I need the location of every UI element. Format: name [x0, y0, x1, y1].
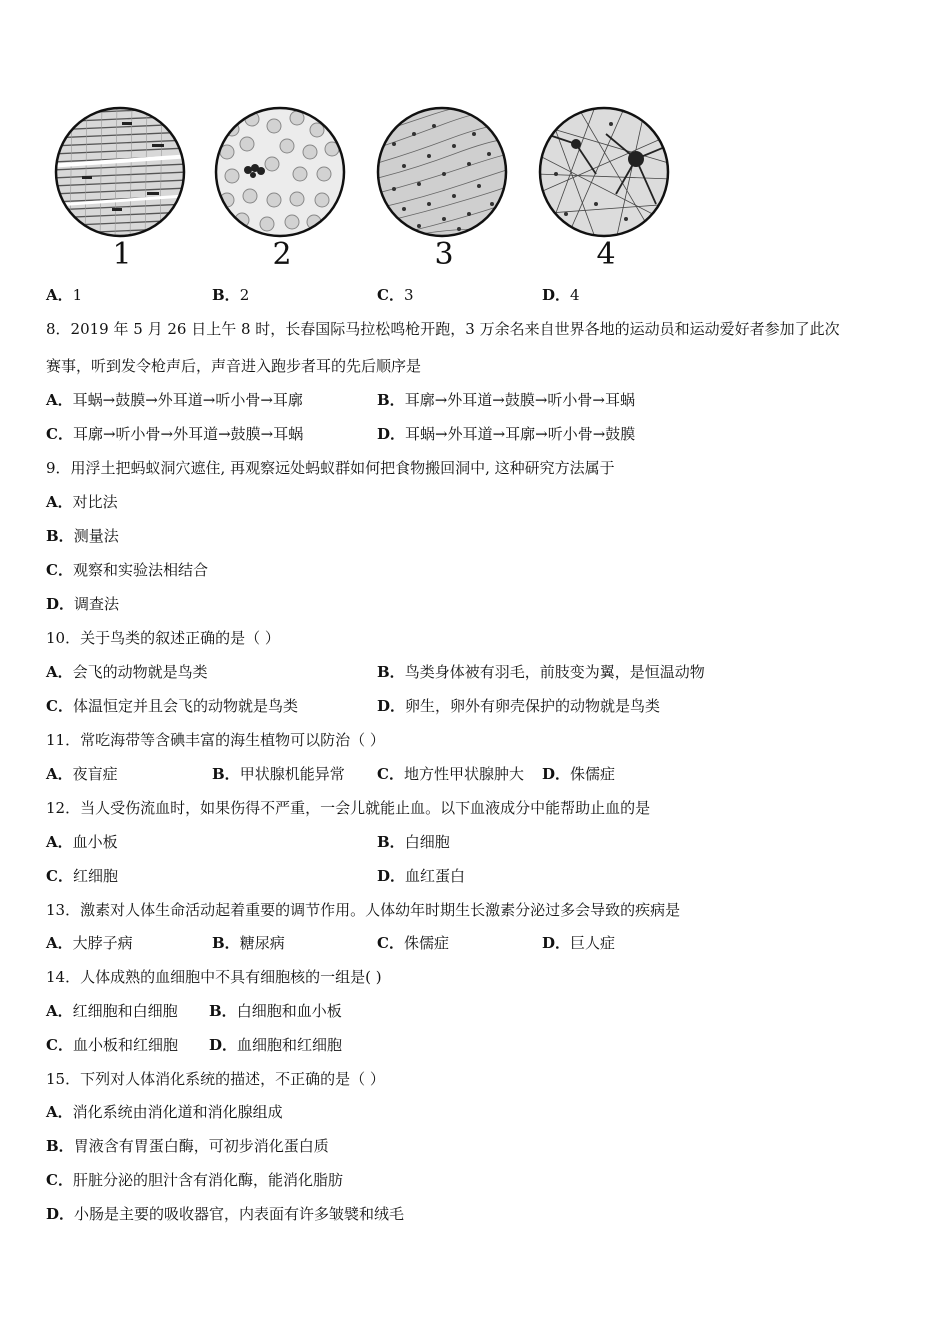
tissue-figure-row [50, 104, 690, 274]
q12-option-b[interactable]: B．白细胞 [377, 833, 450, 851]
q9-option-b[interactable]: B．测量法 [46, 527, 119, 545]
muscle-tissue-image [52, 104, 188, 240]
q11-option-d[interactable]: D．侏儒症 [542, 765, 616, 783]
epithelial-tissue-image [374, 104, 510, 240]
q8-stem-line-1: 8．2019 年 5 月 26 日上午 8 时，长春国际马拉松鸣枪开跑，3 万余名来自世界各地的运动员和运动爱好者参加了此次 [46, 320, 840, 338]
q12-option-c[interactable]: C．红细胞 [46, 867, 118, 885]
q7-option-a[interactable]: A．1 [46, 286, 83, 304]
q9-stem: 9．用浮土把蚂蚁洞穴遮住, 再观察远处蚂蚁群如何把食物搬回洞中, 这种研究方法属于 [46, 459, 615, 477]
q8-option-d[interactable]: D．耳蜗→外耳道→耳廓→听小骨→鼓膜 [377, 425, 636, 443]
figure-3-epithelial-tissue [374, 104, 514, 274]
blood-smear-image [212, 104, 348, 240]
q15-option-b[interactable]: B．胃液含有胃蛋白酶，可初步消化蛋白质 [46, 1137, 329, 1155]
figure-number: 4 [596, 237, 616, 272]
q13-option-b[interactable]: B．糖尿病 [212, 934, 285, 952]
q9-option-d[interactable]: D．调查法 [46, 595, 120, 613]
figure-number: 2 [272, 237, 292, 272]
q14-option-b[interactable]: B．白细胞和血小板 [209, 1002, 342, 1020]
q8-option-c[interactable]: C．耳廓→听小骨→外耳道→鼓膜→耳蜗 [46, 425, 304, 443]
q13-stem: 13．激素对人体生命活动起着重要的调节作用。人体幼年时期生长激素分泌过多会导致的疾病是 [46, 901, 681, 919]
q15-option-d[interactable]: D．小肠是主要的吸收器官，内表面有许多皱襞和绒毛 [46, 1205, 405, 1223]
figure-number: 3 [434, 237, 454, 272]
q14-option-a[interactable]: A．红细胞和白细胞 [46, 1002, 178, 1020]
q10-option-c[interactable]: C．体温恒定并且会飞的动物就是鸟类 [46, 697, 298, 715]
q8-option-b[interactable]: B．耳廓→外耳道→鼓膜→听小骨→耳蜗 [377, 391, 635, 409]
q7-option-d[interactable]: D．4 [542, 286, 580, 304]
q10-stem: 10．关于鸟类的叙述正确的是（ ） [46, 629, 280, 647]
q10-option-d[interactable]: D．卵生，卵外有卵壳保护的动物就是鸟类 [377, 697, 661, 715]
q11-option-b[interactable]: B．甲状腺机能异常 [212, 765, 345, 783]
figure-4-nerve-tissue [536, 104, 676, 274]
q10-option-a[interactable]: A．会飞的动物就是鸟类 [46, 663, 208, 681]
q11-option-c[interactable]: C．地方性甲状腺肿大 [377, 765, 524, 783]
q11-option-a[interactable]: A．夜盲症 [46, 765, 118, 783]
q13-option-a[interactable]: A．大脖子病 [46, 934, 133, 952]
figure-number: 1 [112, 237, 132, 272]
q15-option-c[interactable]: C．肝脏分泌的胆汁含有消化酶，能消化脂肪 [46, 1171, 343, 1189]
q10-option-b[interactable]: B．鸟类身体被有羽毛，前肢变为翼，是恒温动物 [377, 663, 705, 681]
q12-stem: 12．当人受伤流血时，如果伤得不严重，一会儿就能止血。以下血液成分中能帮助止血的是 [46, 799, 651, 817]
q13-option-c[interactable]: C．侏儒症 [377, 934, 449, 952]
figure-2-blood-smear [212, 104, 352, 274]
nerve-tissue-image [536, 104, 672, 240]
q15-stem: 15．下列对人体消化系统的描述，不正确的是（ ） [46, 1070, 385, 1088]
q14-stem: 14．人体成熟的血细胞中不具有细胞核的一组是( ) [46, 968, 382, 986]
q9-option-a[interactable]: A．对比法 [46, 493, 118, 511]
q8-stem-line-2: 赛事，听到发令枪声后，声音进入跑步者耳的先后顺序是 [46, 357, 422, 375]
q12-option-a[interactable]: A．血小板 [46, 833, 118, 851]
figure-1-muscle-tissue [52, 104, 192, 274]
q15-option-a[interactable]: A．消化系统由消化道和消化腺组成 [46, 1103, 283, 1121]
q7-option-b[interactable]: B．2 [212, 286, 250, 304]
q13-option-d[interactable]: D．巨人症 [542, 934, 616, 952]
q12-option-d[interactable]: D．血红蛋白 [377, 867, 466, 885]
q9-option-c[interactable]: C．观察和实验法相结合 [46, 561, 208, 579]
q14-option-d[interactable]: D．血细胞和红细胞 [209, 1036, 343, 1054]
q7-option-c[interactable]: C．3 [377, 286, 414, 304]
q11-stem: 11．常吃海带等含碘丰富的海生植物可以防治（ ） [46, 731, 385, 749]
q14-option-c[interactable]: C．血小板和红细胞 [46, 1036, 178, 1054]
q8-option-a[interactable]: A．耳蜗→鼓膜→外耳道→听小骨→耳廓 [46, 391, 303, 409]
